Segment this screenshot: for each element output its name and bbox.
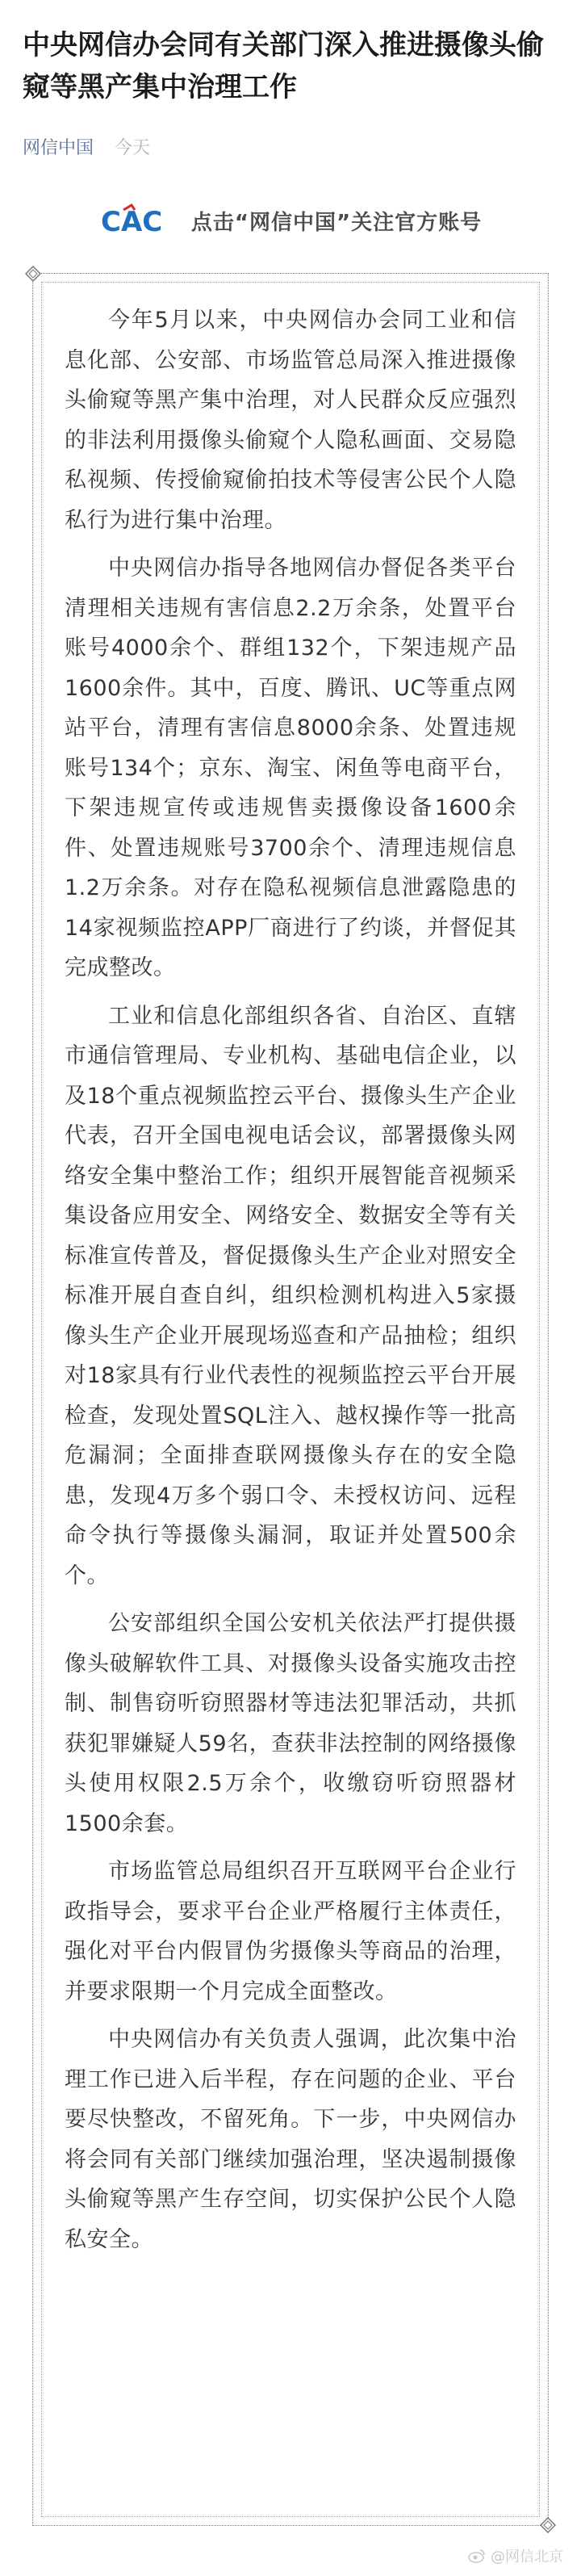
article-body — [65, 300, 516, 2268]
weibo-watermark — [468, 2545, 563, 2566]
corner-ornament-icon — [25, 266, 41, 282]
follow-banner[interactable] — [52, 192, 529, 249]
source-link[interactable]: 网信中国 — [23, 137, 94, 158]
body-paragraph: 公安部组织全国公安机关依法严打提供摄像头破解软件工具、对摄像头设备实施攻击控制、制售窃听窃照器材等违法犯罪活动，共抓获犯罪嫌疑人59名，查获非法控制的网络摄像头使用权限2.5万余个，收缴窃听窃照器材1500余套。 — [65, 1611, 516, 1836]
body-paragraph: 市场监管总局组织召开互联网平台企业行政指导会，要求平台企业严格履行主体责任，强化对平台内假冒伪劣摄像头等商品的治理，并要求限期一个月完成全面整改。 — [65, 1859, 516, 2004]
article-title: 中央网信办会同有关部门深入推进摄像头偷窥等黑产集中治理工作 — [23, 29, 544, 103]
follow-banner-text: 点击“网信中国”关注官方账号 — [190, 210, 483, 235]
watermark-text: @网信北京 — [491, 2549, 563, 2566]
body-paragraph: 中央网信办有关负责人强调，此次集中治理工作已进入后半程，存在问题的企业、平台要尽快整改，不留死角。下一步，中央网信办将会同有关部门继续加强治理，坚决遏制摄像头偷窥等黑产生存空间，切实保护公民个人隐私安全。 — [65, 2027, 516, 2252]
cac-logo-icon — [99, 202, 177, 239]
cac-logo-text: CAC — [100, 206, 163, 238]
article-meta — [23, 134, 150, 158]
publish-time: 今天 — [115, 137, 151, 158]
body-paragraph: 中央网信办指导各地网信办督促各类平台清理相关违规有害信息2.2万余条，处置平台账号4000余个、群组132个，下架违规产品1600余件。其中，百度、腾讯、UC等重点网站平台，清理有害信息8000余条、处置违规账号134个；京东、淘宝、闲鱼等电商平台，下架违规宣传或违规售卖摄像设备1600余件、处置违规账号3700余个、清理违规信息1.2万余条。对存在隐私视频信息泄露隐患的14家视频监控APP厂商进行了约谈，并督促其完成整改。 — [65, 556, 516, 980]
corner-ornament-icon — [540, 2517, 556, 2533]
body-paragraph: 工业和信息化部组织各省、自治区、直辖市通信管理局、专业机构、基础电信企业，以及18个重点视频监控云平台、摄像头生产企业代表，召开全国电视电话会议，部署摄像头网络安全集中整治工作；组织开展智能音视频采集设备应用安全、网络安全、数据安全等有关标准宣传普及，督促摄像头生产企业对照安全标准开展自查自纠，组织检测机构进入5家摄像头生产企业开展现场巡查和产品抽检；组织对18家具有行业代表性的视频监控云平台开展检查，发现处置SQL注入、越权操作等一批高危漏洞；全面排查联网摄像头存在的安全隐患，发现4万多个弱口令、未授权访问、远程命令执行等摄像头漏洞，取证并处置500余个。 — [65, 1003, 516, 1588]
weibo-icon — [468, 2549, 486, 2563]
body-paragraph: 今年5月以来，中央网信办会同工业和信息化部、公安部、市场监管总局深入推进摄像头偷窥等黑产集中治理，对人民群众反应强烈的非法利用摄像头偷窥个人隐私画面、交易隐私视频、传授偷窥偷拍技术等侵害公民个人隐私行为进行集中治理。 — [65, 308, 516, 533]
